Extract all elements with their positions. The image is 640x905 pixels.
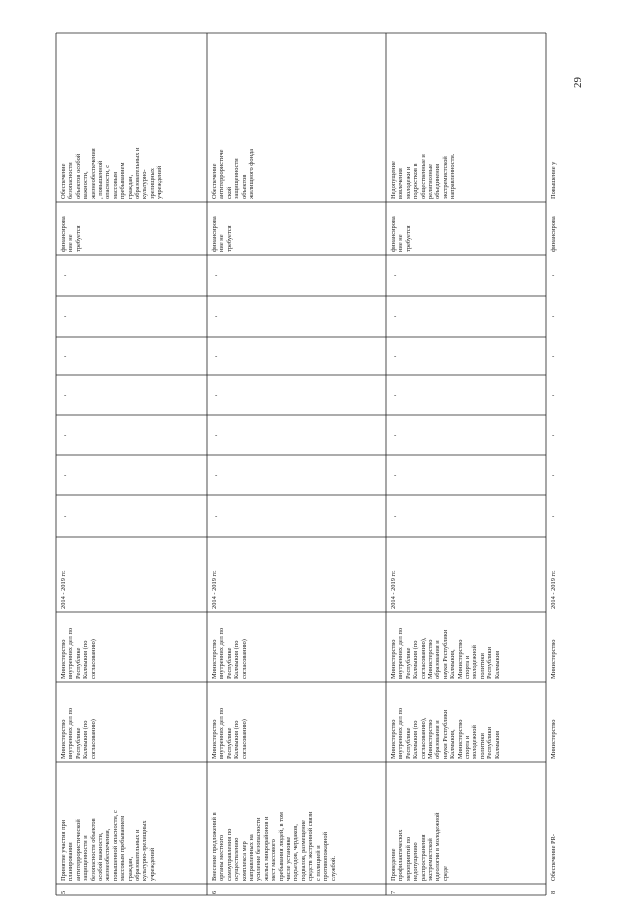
row-8-result: Повышение у xyxy=(550,161,557,199)
row-5-value-5: - xyxy=(64,352,67,360)
row-7-measure: Проведение профилактических мероприятий по недопущению распространения экстремистской идеологии в молодежной среде xyxy=(390,812,449,881)
row-6-coexecutor: Министерство внутренних дел по Республике Калмыкия (по согласованию) xyxy=(211,627,248,679)
row-7-period: 2014 - 2019 гг. xyxy=(390,570,397,609)
row-8-number: 8 xyxy=(550,890,557,894)
row-8-value-6: - xyxy=(552,312,555,320)
row-5-coexecutor: Министерство внутренних дел по Республике Калмыкия (по согласованию) xyxy=(60,627,97,679)
row-6-value-4: - xyxy=(215,391,218,399)
row-7-value-6: - xyxy=(394,312,397,320)
row-5-result: Обеспечение безопасности объектов особой важности, жизнеобеспечения , повышенной опасности, с массовым пребыванием граждан, образовательных и культурно- зрелищных учреждений xyxy=(60,147,164,199)
row-7-result: Недопущение вовлечения молодежи и подростков в общественные и религиозные объединения экстремистской направленности. xyxy=(390,153,457,199)
row-6-financing: финансирова ние не требуется xyxy=(211,216,233,252)
row-7-value-5: - xyxy=(394,352,397,360)
row-7-executor: Министерство внутренних дел по Республике Калмыкия (по согласованию), Министерство образования и науки Республики Калмыкия, Министерство спорта и молодежной политики Республики Калмыкия xyxy=(390,707,501,759)
row-8-measure: Обеспечение PR- xyxy=(550,834,557,881)
row-5-period: 2014 - 2019 гг. xyxy=(60,570,67,609)
row-8-value-5: - xyxy=(552,352,555,360)
row-6-value-2: - xyxy=(215,471,218,479)
row-8-period: 2014 - 2019 гг. xyxy=(550,570,557,609)
row-8-value-4: - xyxy=(552,391,555,399)
row-7-value-1: - xyxy=(394,512,397,520)
row-5-value-6: - xyxy=(64,312,67,320)
row-6-value-6: - xyxy=(215,312,218,320)
row-7-value-4: - xyxy=(394,391,397,399)
row-5-value-3: - xyxy=(64,431,67,439)
row-6-executor: Министерство внутренних дел по Республике Калмыкия (по согласованию) xyxy=(211,707,248,759)
row-5-value-4: - xyxy=(64,391,67,399)
row-7-number: 7 xyxy=(390,890,397,894)
row-6-measure: Внесение предложений в органы местного самоуправления по осуществлению комплекса мер направленных на усиление безопасности жилых микрорайонов и мест массового пребывания людей, в том числе установке подъездов, чердаков, подвалов, размещение средств экстренной связи с полицией и противопожарной службой. xyxy=(211,811,337,881)
page-number: 29 xyxy=(572,77,584,88)
row-6-number: 6 xyxy=(211,890,218,894)
row-5-financing: финансирова ние не требуется xyxy=(60,216,82,252)
row-6-period: 2014 - 2019 гг. xyxy=(211,570,218,609)
row-8-value-7: - xyxy=(552,271,555,279)
row-5-value-2: - xyxy=(64,471,67,479)
row-8-value-2: - xyxy=(552,471,555,479)
row-8-financing: финансирова xyxy=(550,216,557,252)
row-6-value-7: - xyxy=(215,271,218,279)
row-8-value-1: - xyxy=(552,512,555,520)
row-7-coexecutor: Министерство внутренних дел по Республике Калмыкия (по согласованию), Министерство образования и науки Республики Калмыкия, Министерство спорта и молодежной политики Республики Калмыкия xyxy=(390,627,501,679)
row-5-measure: Принятие участия при планировании антитеррористической защищенности и безопасности объектов особой важности, жизнеобеспечения, повышенной опасности, с массовым пребыванием граждан, образовательных и культурно-зрелищных учреждений xyxy=(60,810,156,881)
row-8-value-3: - xyxy=(552,431,555,439)
row-8-coexecutor: Министерство xyxy=(550,639,557,679)
row-5-executor: Министерство внутренних дел по Республике Калмыкия (по согласованию) xyxy=(60,707,97,759)
row-7-value-3: - xyxy=(394,431,397,439)
row-5-number: 5 xyxy=(60,890,67,894)
row-8-executor: Министерство xyxy=(550,719,557,759)
row-6-result: Обеспечение антитеррористиче ской защищенности объектов жилищного фонда xyxy=(211,148,256,199)
row-6-value-5: - xyxy=(215,352,218,360)
row-5-value-7: - xyxy=(64,271,67,279)
row-7-financing: финансирова ние не требуется xyxy=(390,216,412,252)
row-7-value-7: - xyxy=(394,271,397,279)
row-5-value-1: - xyxy=(64,512,67,520)
row-6-value-3: - xyxy=(215,431,218,439)
row-6-value-1: - xyxy=(215,512,218,520)
row-7-value-2: - xyxy=(394,471,397,479)
